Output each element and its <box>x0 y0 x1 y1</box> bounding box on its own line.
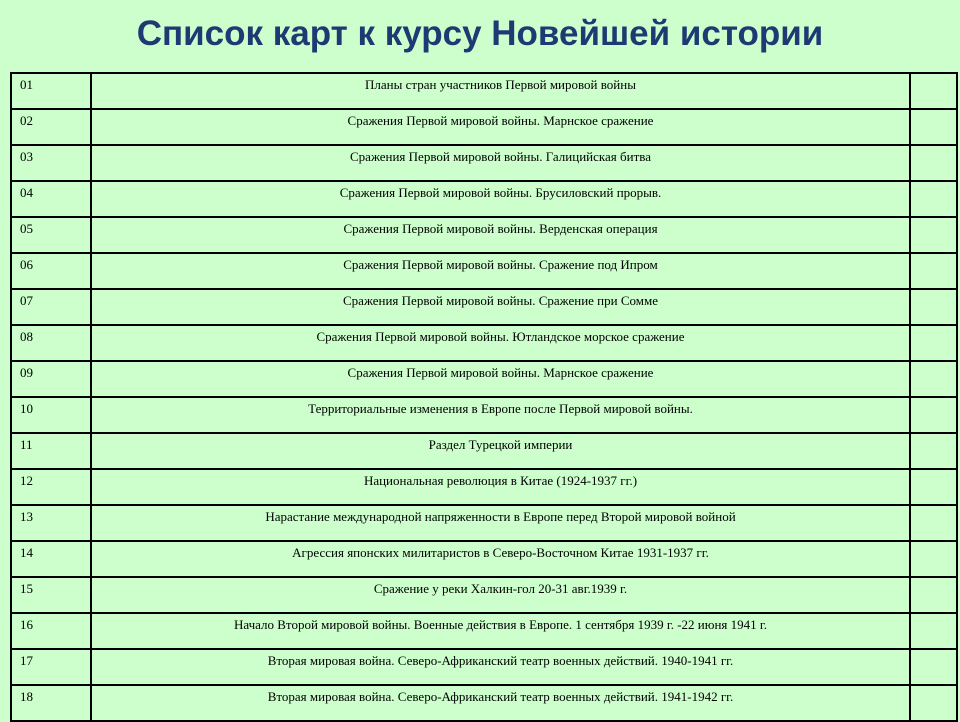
map-number-cell: 12 <box>11 469 91 505</box>
table-row <box>11 109 957 145</box>
map-number-cell: 06 <box>11 253 91 289</box>
map-number-cell: 08 <box>11 325 91 361</box>
map-number-cell: 14 <box>11 541 91 577</box>
empty-cell <box>910 361 957 397</box>
map-number-cell: 02 <box>11 109 91 145</box>
map-title-cell: Агрессия японских милитаристов в Северо-Восточном Китае 1931-1937 гг. <box>91 541 910 577</box>
map-title-cell: Сражения Первой мировой войны. Брусиловский прорыв. <box>91 181 910 217</box>
empty-cell <box>910 217 957 253</box>
table-row <box>11 505 957 541</box>
table-row <box>11 649 957 685</box>
table-row <box>11 613 957 649</box>
map-title-cell: Раздел Турецкой империи <box>91 433 910 469</box>
map-number-cell: 13 <box>11 505 91 541</box>
map-title-cell: Территориальные изменения в Европе после Первой мировой войны. <box>91 397 910 433</box>
map-title-cell: Планы стран участников Первой мировой войны <box>91 73 910 109</box>
map-title-cell: Национальная революция в Китае (1924-1937 гг.) <box>91 469 910 505</box>
map-title-cell: Сражения Первой мировой войны. Сражение под Ипром <box>91 253 910 289</box>
empty-cell <box>910 613 957 649</box>
maps-table-body <box>11 73 957 721</box>
empty-cell <box>910 181 957 217</box>
empty-cell <box>910 505 957 541</box>
map-number-cell: 09 <box>11 361 91 397</box>
maps-table <box>10 72 958 722</box>
table-row <box>11 181 957 217</box>
empty-cell <box>910 73 957 109</box>
map-title-cell: Сражения Первой мировой войны. Верденская операция <box>91 217 910 253</box>
page-title: Список карт к курсу Новейшей истории <box>136 14 824 53</box>
map-number-cell: 15 <box>11 577 91 613</box>
table-row <box>11 361 957 397</box>
empty-cell <box>910 433 957 469</box>
table-row <box>11 541 957 577</box>
table-row <box>11 433 957 469</box>
map-title-cell: Сражения Первой мировой войны. Марнское сражение <box>91 361 910 397</box>
map-number-cell: 17 <box>11 649 91 685</box>
map-title-cell: Начало Второй мировой войны. Военные действия в Европе. 1 сентября 1939 г. -22 июня 1941 г. <box>91 613 910 649</box>
empty-cell <box>910 109 957 145</box>
map-number-cell: 01 <box>11 73 91 109</box>
map-title-cell: Сражения Первой мировой войны. Марнское сражение <box>91 109 910 145</box>
table-row <box>11 397 957 433</box>
empty-cell <box>910 253 957 289</box>
map-title-cell: Нарастание международной напряженности в Европе перед Второй мировой войной <box>91 505 910 541</box>
map-title-cell: Сражение у реки Халкин-гол 20-31 авг.1939 г. <box>91 577 910 613</box>
map-number-cell: 07 <box>11 289 91 325</box>
map-number-cell: 05 <box>11 217 91 253</box>
map-number-cell: 04 <box>11 181 91 217</box>
table-row <box>11 217 957 253</box>
map-number-cell: 11 <box>11 433 91 469</box>
map-number-cell: 16 <box>11 613 91 649</box>
table-row <box>11 73 957 109</box>
empty-cell <box>910 685 957 721</box>
empty-cell <box>910 649 957 685</box>
table-row <box>11 577 957 613</box>
empty-cell <box>910 577 957 613</box>
empty-cell <box>910 289 957 325</box>
empty-cell <box>910 541 957 577</box>
map-title-cell: Сражения Первой мировой войны. Галицийская битва <box>91 145 910 181</box>
table-row <box>11 685 957 721</box>
table-row <box>11 253 957 289</box>
map-number-cell: 03 <box>11 145 91 181</box>
map-title-cell: Сражения Первой мировой войны. Сражение при Сомме <box>91 289 910 325</box>
empty-cell <box>910 145 957 181</box>
table-row <box>11 145 957 181</box>
empty-cell <box>910 469 957 505</box>
map-number-cell: 10 <box>11 397 91 433</box>
table-row <box>11 325 957 361</box>
map-title-cell: Сражения Первой мировой войны. Ютландское морское сражение <box>91 325 910 361</box>
table-row <box>11 289 957 325</box>
map-number-cell: 18 <box>11 685 91 721</box>
table-row <box>11 469 957 505</box>
map-title-cell: Вторая мировая война. Северо-Африканский театр военных действий. 1941-1942 гг. <box>91 685 910 721</box>
empty-cell <box>910 325 957 361</box>
empty-cell <box>910 397 957 433</box>
map-title-cell: Вторая мировая война. Северо-Африканский театр военных действий. 1940-1941 гг. <box>91 649 910 685</box>
